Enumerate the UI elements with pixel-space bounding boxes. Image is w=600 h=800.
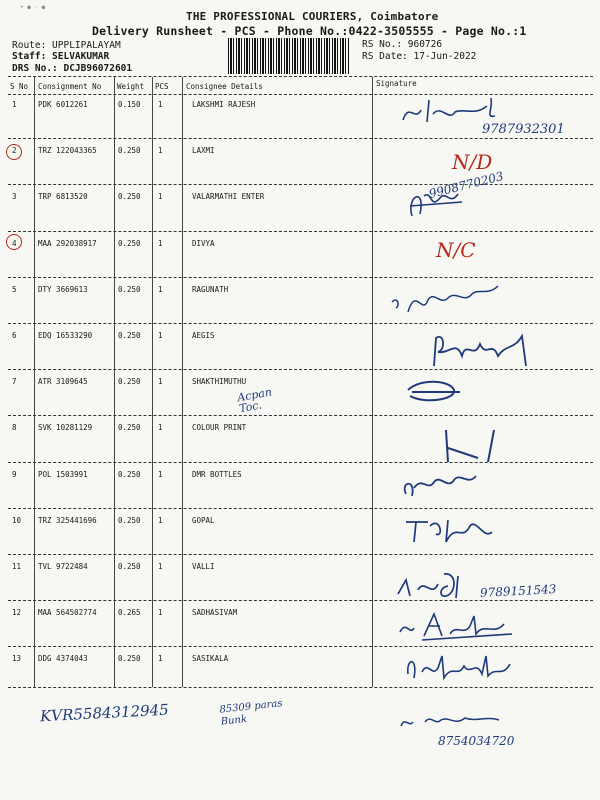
handwritten-phone-row-11: 9789151543 — [479, 582, 557, 600]
row-consignment-no: DDG 4374043 — [38, 654, 88, 663]
row-pcs: 1 — [158, 192, 163, 201]
row-weight: 0.250 — [118, 377, 141, 386]
row-pcs: 1 — [158, 377, 163, 386]
row-sno: 12 — [12, 608, 22, 617]
col-header-pcs: PCS — [155, 82, 169, 91]
table-top-rule — [8, 76, 593, 77]
signature-row-10 — [400, 512, 500, 546]
row-divider — [8, 554, 593, 555]
col-header-consignment: Consignment No — [38, 82, 102, 91]
row-consignee: RAGUNATH — [192, 285, 229, 294]
row-pcs: 1 — [158, 562, 163, 571]
row-consignee: COLOUR PRINT — [192, 423, 247, 432]
col-divider — [114, 77, 115, 687]
company-title: THE PROFESSIONAL COURIERS, Coimbatore — [186, 10, 439, 23]
row-consignment-no: PDK 6012261 — [38, 100, 88, 109]
row-weight: 0.250 — [118, 192, 141, 201]
row-weight: 0.250 — [118, 331, 141, 340]
row-divider — [8, 646, 593, 647]
handwritten-footer-phone: 8754034720 — [438, 734, 515, 748]
handwritten-note-row-4: N/C — [436, 238, 476, 262]
row-pcs: 1 — [158, 239, 163, 248]
row-consignee: DMR BOTTLES — [192, 470, 242, 479]
row-consignment-no: TVL 9722484 — [38, 562, 88, 571]
row-pcs: 1 — [158, 516, 163, 525]
row-pcs: 1 — [158, 285, 163, 294]
col-header-weight: Weight — [117, 82, 145, 91]
signature-row-13 — [402, 648, 532, 684]
row-weight: 0.250 — [118, 562, 141, 571]
row-consignee: DIVYA — [192, 239, 215, 248]
table-bottom-rule — [8, 687, 593, 688]
row-consignee: SHAKTHIMUTHU — [192, 377, 247, 386]
row-pcs: 1 — [158, 331, 163, 340]
row-divider — [8, 323, 593, 324]
row-sno: 11 — [12, 562, 22, 571]
row-pcs: 1 — [158, 100, 163, 109]
row-consignment-no: EDQ 16533290 — [38, 331, 93, 340]
row-weight: 0.265 — [118, 608, 141, 617]
signature-row-12 — [394, 606, 524, 644]
row-consignee: GOPAL — [192, 516, 215, 525]
col-header-consignee: Consignee Details — [186, 82, 263, 91]
signature-row-11 — [392, 568, 472, 602]
drs-number: DRS No.: DCJB96072601 — [12, 63, 133, 74]
row-consignment-no: DTY 3669613 — [38, 285, 88, 294]
row-consignee: VALLI — [192, 562, 215, 571]
row-sno: 2 — [12, 146, 17, 155]
row-sno: 8 — [12, 423, 17, 432]
handwritten-phone-row-1: 9787932301 — [482, 122, 565, 137]
row-pcs: 1 — [158, 654, 163, 663]
row-consignment-no: MAA 564502774 — [38, 608, 97, 617]
signature-row-8 — [438, 424, 508, 466]
row-sno: 9 — [12, 470, 17, 479]
row-sno: 13 — [12, 654, 22, 663]
row-pcs: 1 — [158, 608, 163, 617]
row-weight: 0.250 — [118, 423, 141, 432]
row-number-circle — [6, 144, 22, 160]
row-divider — [8, 600, 593, 601]
row-weight: 0.250 — [118, 654, 141, 663]
row-consignee: SASIKALA — [192, 654, 229, 663]
runsheet-subtitle: Delivery Runsheet - PCS - Phone No.:0422-3505555 - Page No.:1 — [92, 24, 527, 38]
row-sno: 4 — [12, 239, 17, 248]
row-consignment-no: MAA 292038917 — [38, 239, 97, 248]
row-sno: 1 — [12, 100, 17, 109]
signature-row-9 — [398, 462, 488, 502]
row-consignment-no: TRZ 122043365 — [38, 146, 97, 155]
row-sno: 7 — [12, 377, 17, 386]
row-divider — [8, 415, 593, 416]
handwritten-footer-note: 85309 paras Bunk — [218, 698, 284, 728]
col-header-signature: Signature — [376, 79, 417, 88]
route-label: Route: UPPLIPALAYAM — [12, 40, 121, 51]
signature-row-5 — [388, 276, 508, 320]
rs-date: RS Date: 17-Jun-2022 — [362, 51, 477, 62]
row-weight: 0.250 — [118, 239, 141, 248]
row-pcs: 1 — [158, 423, 163, 432]
row-sno: 5 — [12, 285, 17, 294]
rs-number: RS No.: 960726 — [362, 39, 443, 50]
row-consignee: VALARMATHI ENTER — [192, 192, 265, 201]
row-divider — [8, 184, 593, 185]
row-weight: 0.250 — [118, 470, 141, 479]
row-consignment-no: TRP 6813520 — [38, 192, 88, 201]
handwritten-note-row-7: Acpan Toc. — [236, 385, 273, 416]
row-consignment-no: TRZ 325441696 — [38, 516, 97, 525]
row-pcs: 1 — [158, 470, 163, 479]
handwritten-phone-row-3: 9908770203 — [427, 168, 505, 202]
row-consignment-no: ATR 3109645 — [38, 377, 88, 386]
row-weight: 0.250 — [118, 146, 141, 155]
row-consignee: SADHASIVAM — [192, 608, 238, 617]
scan-mark: • ● ◦ ● — [20, 4, 46, 11]
row-pcs: 1 — [158, 146, 163, 155]
row-sno: 10 — [12, 516, 22, 525]
row-number-circle — [6, 234, 22, 250]
signature-footer — [395, 708, 505, 732]
row-divider — [8, 231, 593, 232]
col-header-sno: S No — [10, 82, 29, 91]
row-consignee: AEGIS — [192, 331, 215, 340]
signature-row-6 — [426, 326, 536, 374]
row-consignment-no: SVK 10281129 — [38, 423, 93, 432]
staff-label: Staff: SELVAKUMAR — [12, 51, 110, 62]
row-weight: 0.250 — [118, 516, 141, 525]
row-divider — [8, 138, 593, 139]
barcode — [228, 38, 350, 74]
col-divider — [34, 77, 35, 687]
row-sno: 3 — [12, 192, 17, 201]
col-divider — [182, 77, 183, 687]
row-weight: 0.150 — [118, 100, 141, 109]
row-sno: 6 — [12, 331, 17, 340]
signature-row-1 — [395, 92, 515, 126]
row-consignment-no: POL 1503991 — [38, 470, 88, 479]
handwritten-footer-reference: KVR5584312945 — [39, 700, 170, 726]
col-divider — [152, 77, 153, 687]
signature-row-7 — [400, 376, 470, 406]
row-divider — [8, 508, 593, 509]
handwritten-note-row-2: N/D — [452, 150, 493, 174]
row-consignee: LAKSHMI RAJESH — [192, 100, 256, 109]
row-consignee: LAXMI — [192, 146, 215, 155]
row-weight: 0.250 — [118, 285, 141, 294]
col-divider — [372, 77, 373, 687]
